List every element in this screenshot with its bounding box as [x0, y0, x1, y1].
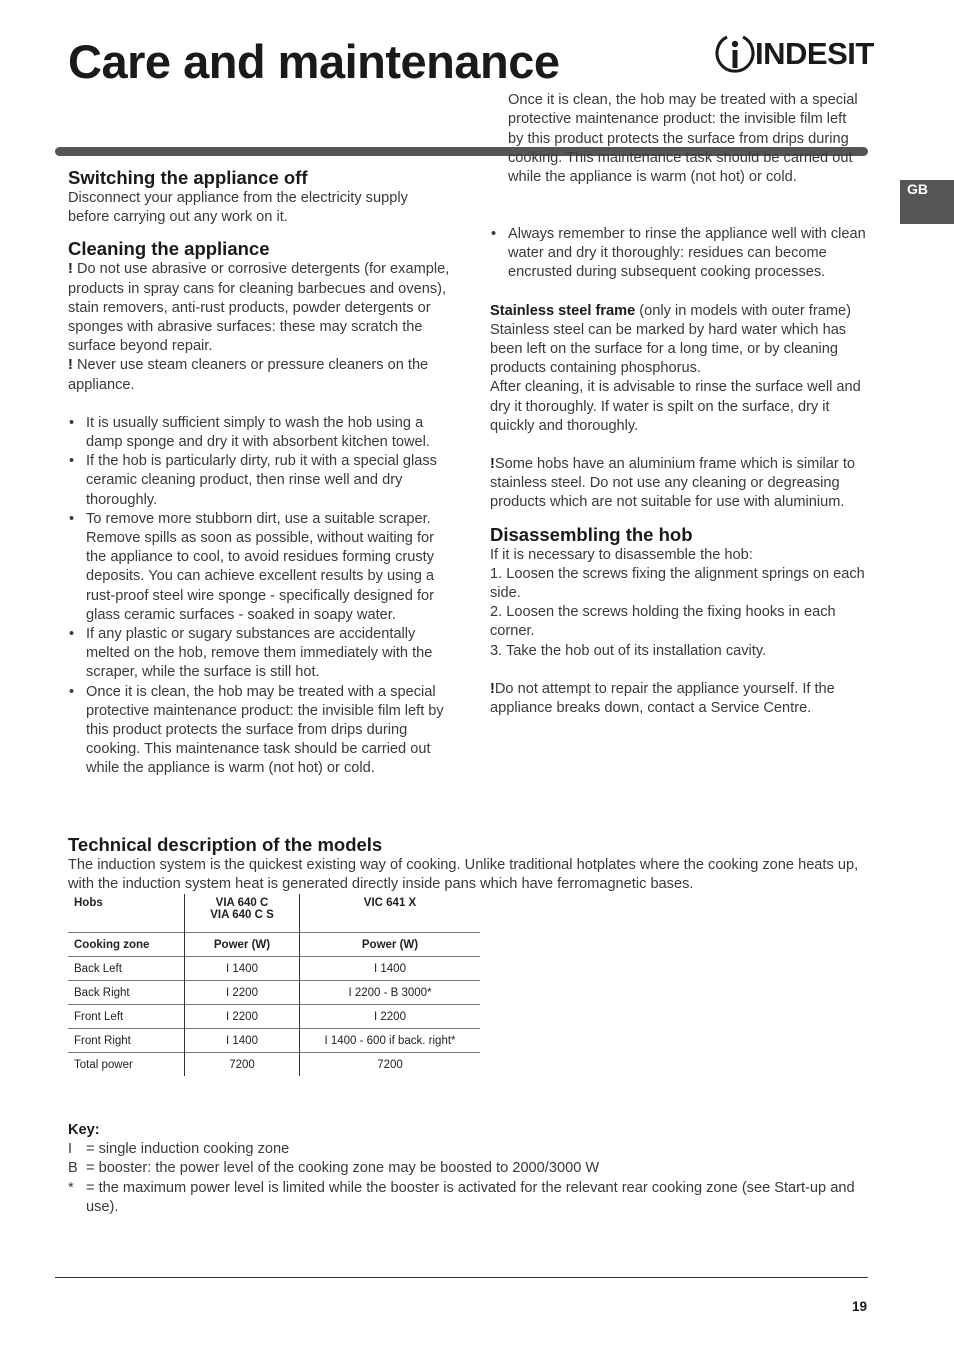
indesit-logo-icon — [715, 32, 755, 78]
switching-text: Disconnect your appliance from the electricity supply before carrying out any work on it. — [68, 190, 408, 226]
stainless-text-1: Stainless steel can be marked by hard water which has been left on the surface for a long time, or by cleaning products containing phosphorus. — [490, 321, 847, 377]
technical-heading: Technical description of the models — [68, 834, 383, 855]
cleaning-bullet: • Once it is clean, the hob may be treated with a special protective maintenance product: the invisible film left by this product protects the surface from drips during cooking. This maintenance task should be carried out while the appliance is warm (not hot) or cold. — [68, 683, 453, 740]
key-label: Key: — [68, 1122, 100, 1138]
table-cell: Front Right — [74, 1034, 131, 1047]
footer-rule — [55, 1277, 868, 1278]
key-section — [68, 1121, 868, 1217]
cleaning-bullet: • It is usually sufficient simply to wash the hob using a damp sponge and dry it with absorbent kitchen towel. — [68, 414, 453, 452]
stainless-note: (only in models with outer frame) — [639, 302, 851, 319]
table-cell: 7200 — [185, 1053, 300, 1077]
disassembling-heading: Disassembling the hob — [490, 523, 693, 545]
disassembling-step: 3. Take the hob out of its installation cavity. — [490, 642, 767, 659]
brand-wordmark: INDESIT — [755, 36, 874, 71]
technical-section — [68, 833, 868, 894]
cleaning-bullet: • To remove more stubborn dirt, use a suitable scraper. Remove spills as soon as possible, without waiting for the appliance to cool, to avoid residues forming crusty deposits. You can achieve excellent results by using a rust-proof steel wire sponge - specifically designed for glass ceramic surfaces - soaked in soapy water. — [68, 510, 453, 625]
brand-logo — [715, 32, 875, 78]
cleaning-bullet: • If the hob is particularly dirty, rub it with a special glass ceramic cleaning product, then rinse well and dry thoroughly. — [68, 452, 453, 510]
disassembling-step: 2. Loosen the screws holding the fixing hooks in each corner. — [490, 604, 836, 640]
key-item — [68, 1179, 868, 1217]
table-header-row — [68, 894, 480, 933]
key-text: = single induction cooking zone — [86, 1141, 290, 1158]
table-cell: Front Left — [74, 1010, 124, 1023]
warning-mark: ! — [490, 456, 495, 473]
cleaning-heading: Cleaning the appliance — [68, 238, 270, 260]
table-header-cell: VIC 641 X — [300, 894, 481, 933]
cleaning-bullet: • If any plastic or sugary substances are accidentally melted on the hob, remove them immediately with the scraper, while the surface is still hot. — [68, 625, 453, 683]
language-tab-label: GB — [907, 181, 928, 197]
disassembling-step: 1. Loosen the screws fixing the alignment springs on each side. — [490, 565, 865, 602]
warning-mark: ! — [68, 261, 73, 278]
page-title: Care and maintenance — [68, 35, 560, 88]
cleaning-bullet: • Always remember to rinse the appliance well with clean water and dry it thoroughly: residues can become encrusted during subsequent cooking processes. — [490, 225, 870, 283]
page-number: 19 — [852, 1299, 868, 1314]
table-cell: I 2200 — [185, 1005, 300, 1029]
model-name: VIA 640 C — [215, 897, 269, 909]
stainless-label-line — [490, 302, 870, 321]
switching-heading: Switching the appliance off — [68, 167, 308, 188]
table-cell: I 1400 — [300, 957, 481, 981]
table-cell: I 2200 — [300, 1005, 481, 1029]
stainless-text-2: After cleaning, it is advisable to rinse the surface well and dry it thoroughly. If water is spilt on the surface, dry it quickly and thoroughly. — [490, 379, 861, 434]
technical-intro: The induction system is the quickest existing way of cooking. Unlike traditional hotplates where the cooking zone heats up, with the induction system heat is generated directly inside pans which have ferromagnetic bases. — [68, 857, 859, 893]
table-cell: 7200 — [300, 1053, 481, 1077]
cleaning-warning-1 — [68, 260, 453, 356]
table-cell: Back Right — [74, 986, 130, 999]
disassembling-intro: If it is necessary to disassemble the hob: — [490, 546, 753, 563]
key-item — [68, 1140, 868, 1159]
table-header-cell: Power (W) — [185, 933, 300, 957]
cleaning-warning-1-text: Do not use abrasive or corrosive detergents (for example, products in spray cans for cleaning barbecues and ovens), stain removers, anti-rust products, powder detergents or sponges with abrasive surfaces: these may scratch the surface beyond repair. — [68, 261, 450, 355]
stainless-warning-text: Some hobs have an aluminium frame which is similar to stainless steel. Do not use any cleaning or degreasing products which are not suitable for use with aluminium. — [490, 456, 856, 511]
key-symbol: B — [68, 1160, 78, 1177]
key-symbol: I — [68, 1141, 73, 1158]
language-tab — [900, 180, 954, 224]
key-symbol: * — [68, 1179, 74, 1196]
stainless-label: Stainless steel frame — [490, 302, 636, 319]
cleaning-bullet-continued-text: Once it is clean, the hob may be treated with a special protective maintenance product: the invisible film left by this product protects the surface from drips during cooking. This maintenance task should be carried out while the appliance is warm (not hot) or cold. — [508, 92, 858, 186]
key-item — [68, 1159, 868, 1178]
table-row — [68, 1053, 480, 1077]
stainless-warning — [490, 455, 870, 513]
table-row — [68, 981, 480, 1005]
table-cell: I 1400 - 600 if back. right* — [300, 1029, 481, 1053]
table-header-cell: Cooking zone — [74, 938, 150, 951]
table-row — [68, 1029, 480, 1053]
key-text: = booster: the power level of the cooking zone may be boosted to 2000/3000 W — [86, 1160, 600, 1177]
table-cell: I 2200 - B 3000* — [300, 981, 481, 1005]
left-column — [68, 166, 453, 777]
disassembling-warning — [490, 680, 870, 718]
warning-mark: ! — [68, 357, 73, 374]
disassembling-warning-text: Do not attempt to repair the appliance yourself. If the appliance breaks down, contact a Service Centre. — [490, 680, 835, 717]
models-table — [68, 894, 480, 1076]
table-cell: I 1400 — [185, 957, 300, 981]
model-name: VIA 640 C S — [210, 909, 274, 921]
table-cell: Back Left — [74, 962, 122, 975]
table-cell: Total power — [74, 1058, 133, 1071]
table-cell: I 1400 — [185, 1029, 300, 1053]
cleaning-warning-2 — [68, 356, 453, 394]
key-text: = the maximum power level is limited while the booster is activated for the relevant rear cooking zone (see Start-up and use). — [86, 1179, 855, 1215]
right-column — [490, 92, 870, 718]
table-cell: I 2200 — [185, 981, 300, 1005]
table-header-cell: Hobs — [74, 897, 103, 909]
table-header-cell — [185, 894, 300, 933]
table-row — [68, 957, 480, 981]
cleaning-bullet-continued — [490, 92, 870, 225]
table-subheader-row — [68, 933, 480, 957]
table-header-cell: Power (W) — [300, 933, 481, 957]
table-row — [68, 1005, 480, 1029]
warning-mark: ! — [490, 680, 495, 697]
cleaning-warning-2-text: Never use steam cleaners or pressure cleaners on the appliance. — [68, 357, 429, 393]
